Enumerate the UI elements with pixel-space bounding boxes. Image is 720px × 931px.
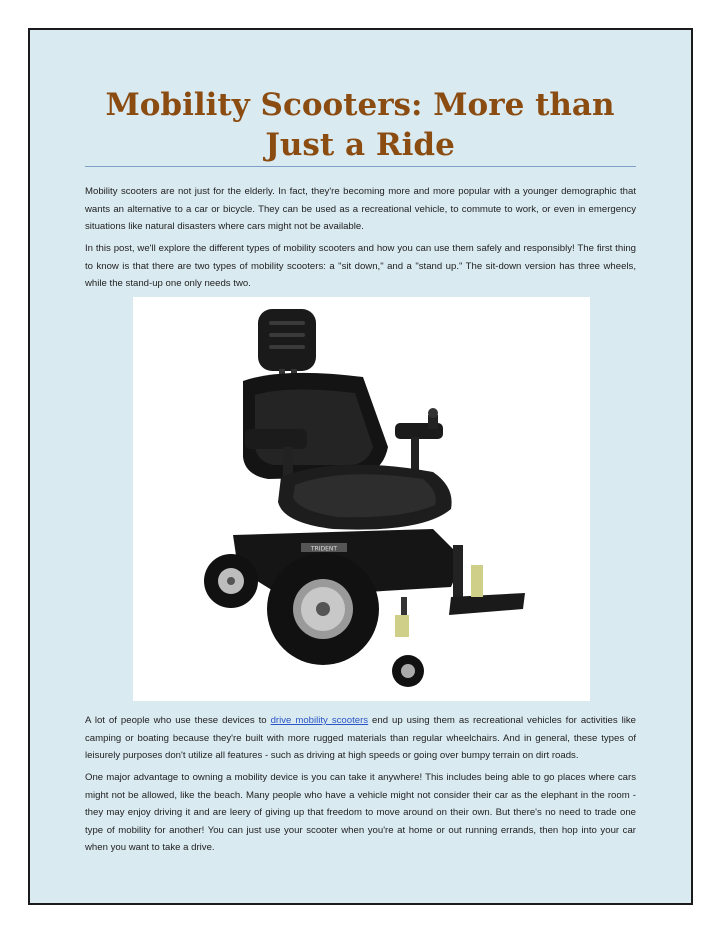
drive-mobility-scooters-link[interactable]: drive mobility scooters <box>270 715 369 726</box>
headrest <box>258 309 316 371</box>
article-title: Mobility Scooters: More than Just a Ride <box>105 87 615 163</box>
paragraph-recreation-text-end: end up using them as recreational vehicles for activities like camping or boating because they're built with more rugged materials than regular wheelchairs. And in general, these types of leisurely purposes don't utilize all features - such as driving at high speeds or going over bumpy terrain on dirt roads. <box>85 715 636 761</box>
brand-label: TRIDENT <box>310 545 338 553</box>
left-armrest <box>245 429 307 449</box>
paragraph-advantage: One major advantage to owning a mobility device is you can take it anywhere! This includes being able to go places where cars might not be allowed, like the beach. Many people who have a vehicle might not consider their car as the elephant in the room - they may enjoy driving it and are leery of giving up that freedom to move around on their own. But there's no need to trade one type of mobility for another! You can just use your scooter when you're at home or out running errands, then hop into your car when you want to take a drive. <box>85 772 636 853</box>
paragraph-intro: Mobility scooters are not just for the elderly. In fact, they're becoming more and more popular with a younger demographic that wants an alternative to a car or bicycle. They can be used as a recreational vehicle, to commute to work, or even in emergency situations like natural disasters where cars might not be available. <box>85 186 636 232</box>
paragraph-recreation-text-start: A lot of people who use these devices to <box>85 715 271 726</box>
wheelchair-photo <box>133 297 590 701</box>
title-divider <box>85 166 636 167</box>
document-page <box>28 28 693 905</box>
paragraph-recreation <box>85 712 636 765</box>
wheelchair-illustration <box>133 297 590 701</box>
paragraph-types: In this post, we'll explore the different types of mobility scooters and how you can use them safely and responsibly! The first thing to know is that there are two types of mobility scooters: a "sit down," and a "stand up." The sit-down version has three wheels, while the stand-up one only needs two. <box>85 243 636 289</box>
